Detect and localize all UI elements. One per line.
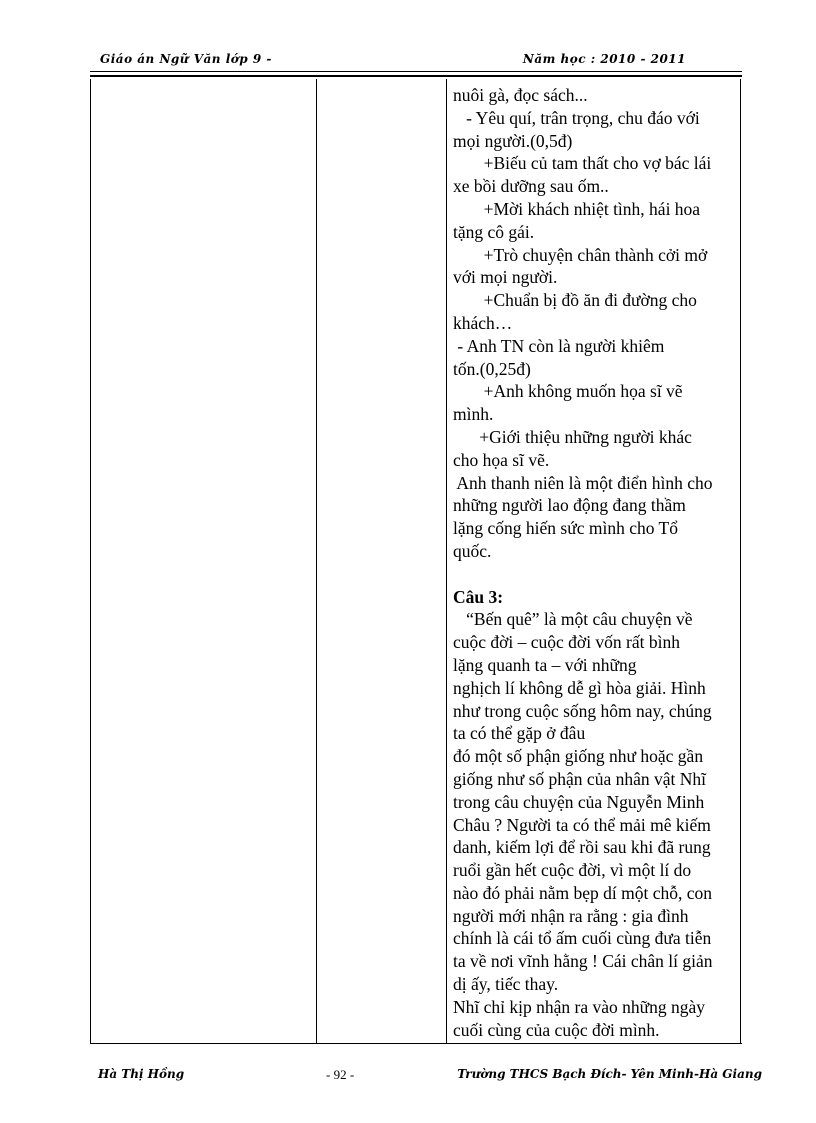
text-line: giống như số phận của nhân vật Nhĩ: [453, 768, 706, 789]
text-line: tặng cô gái.: [453, 221, 535, 242]
answer-column: [453, 84, 737, 1041]
text-line: nuôi gà, đọc sách...: [453, 85, 588, 105]
text-line: những người lao động đang thầm: [453, 495, 686, 516]
text-line: với mọi người.: [453, 267, 558, 288]
text-line: Nhĩ chỉ kịp nhận ra vào những ngày: [453, 996, 705, 1017]
text-line: “Bến quê” là một câu chuyện về: [453, 609, 693, 630]
text-line: trong câu chuyện của Nguyễn Minh: [453, 791, 705, 812]
text-line: dị ấy, tiếc thay.: [453, 974, 559, 995]
page-header: [100, 52, 686, 72]
text-line: +Trò chuyện chân thành cởi mở: [453, 244, 708, 265]
text-line: xe bồi dưỡng sau ốm..: [453, 176, 609, 197]
text-line: nào đó phải nằm bẹp dí một chỗ, con: [453, 882, 713, 903]
header-lesson-title: Giáo án Ngữ Văn lớp 9 -: [100, 52, 272, 66]
question-heading: Câu 3:: [453, 586, 504, 607]
text-line: cho họa sĩ vẽ.: [453, 449, 550, 470]
text-line: mọi người.(0,5đ): [453, 130, 573, 151]
footer-page-number: - 92 -: [326, 1067, 355, 1082]
text-line: mình.: [453, 404, 494, 425]
header-rule-thick: [90, 75, 742, 77]
page-footer: [98, 1067, 762, 1087]
text-line: +Mời khách nhiệt tình, hái hoa: [453, 198, 701, 219]
header-rule-thin: [90, 71, 742, 72]
text-line: cuộc đời – cuộc đời vốn rất bình: [453, 632, 680, 653]
text-line: lặng quanh ta – với những: [453, 654, 637, 675]
text-line: như trong cuộc sống hôm nay, chúng: [453, 700, 712, 721]
header-school-year: Năm học : 2010 - 2011: [522, 52, 686, 66]
text-line: Châu ? Người ta có thể mải mê kiếm: [453, 814, 711, 835]
text-line: +Chuẩn bị đồ ăn đi đường cho: [453, 290, 697, 311]
text-line: lặng cống hiến sức mình cho Tổ: [453, 518, 678, 539]
text-line: chính là cái tổ ấm cuối cùng đưa tiễn: [453, 928, 712, 949]
text-line: ta về nơi vĩnh hằng ! Cái chân lí giản: [453, 951, 713, 972]
table-column-divider: [316, 79, 317, 1043]
text-line: - Anh TN còn là người khiêm: [453, 335, 665, 356]
text-line: khách…: [453, 312, 513, 333]
footer-rule: [90, 1043, 742, 1044]
text-line: quốc.: [453, 540, 492, 561]
answer-part-3: [453, 608, 737, 1041]
text-line: +Biếu củ tam thất cho vợ bác lái: [453, 153, 712, 174]
text-line: +Anh không muốn họa sĩ vẽ: [453, 381, 683, 402]
text-line: tốn.(0,25đ): [453, 358, 531, 379]
table-column-divider: [446, 79, 447, 1043]
answer-part-2: [453, 84, 737, 563]
text-line: Anh thanh niên là một điển hình cho: [453, 472, 713, 493]
text-line: danh, kiếm lợi để rồi sau khi đã rung: [453, 837, 711, 858]
text-line: cuối cùng của cuộc đời mình.: [453, 1019, 660, 1040]
spacer: [453, 563, 737, 586]
footer-school: Trường THCS Bạch Đích- Yên Minh-Hà Giang: [457, 1067, 762, 1081]
text-line: ta có thể gặp ở đâu: [453, 723, 586, 744]
text-line: đó một số phận giống như hoặc gần: [453, 746, 704, 767]
text-line: nghịch lí không dễ gì hòa giải. Hình: [453, 677, 706, 698]
text-line: người mới nhận ra rằng : gia đình: [453, 905, 689, 926]
text-line: - Yêu quí, trân trọng, chu đáo với: [453, 107, 700, 128]
footer-author: Hà Thị Hồng: [98, 1067, 185, 1081]
text-line: ruổi gần hết cuộc đời, vì một lí do: [453, 860, 692, 881]
text-line: +Giới thiệu những người khác: [453, 426, 692, 447]
